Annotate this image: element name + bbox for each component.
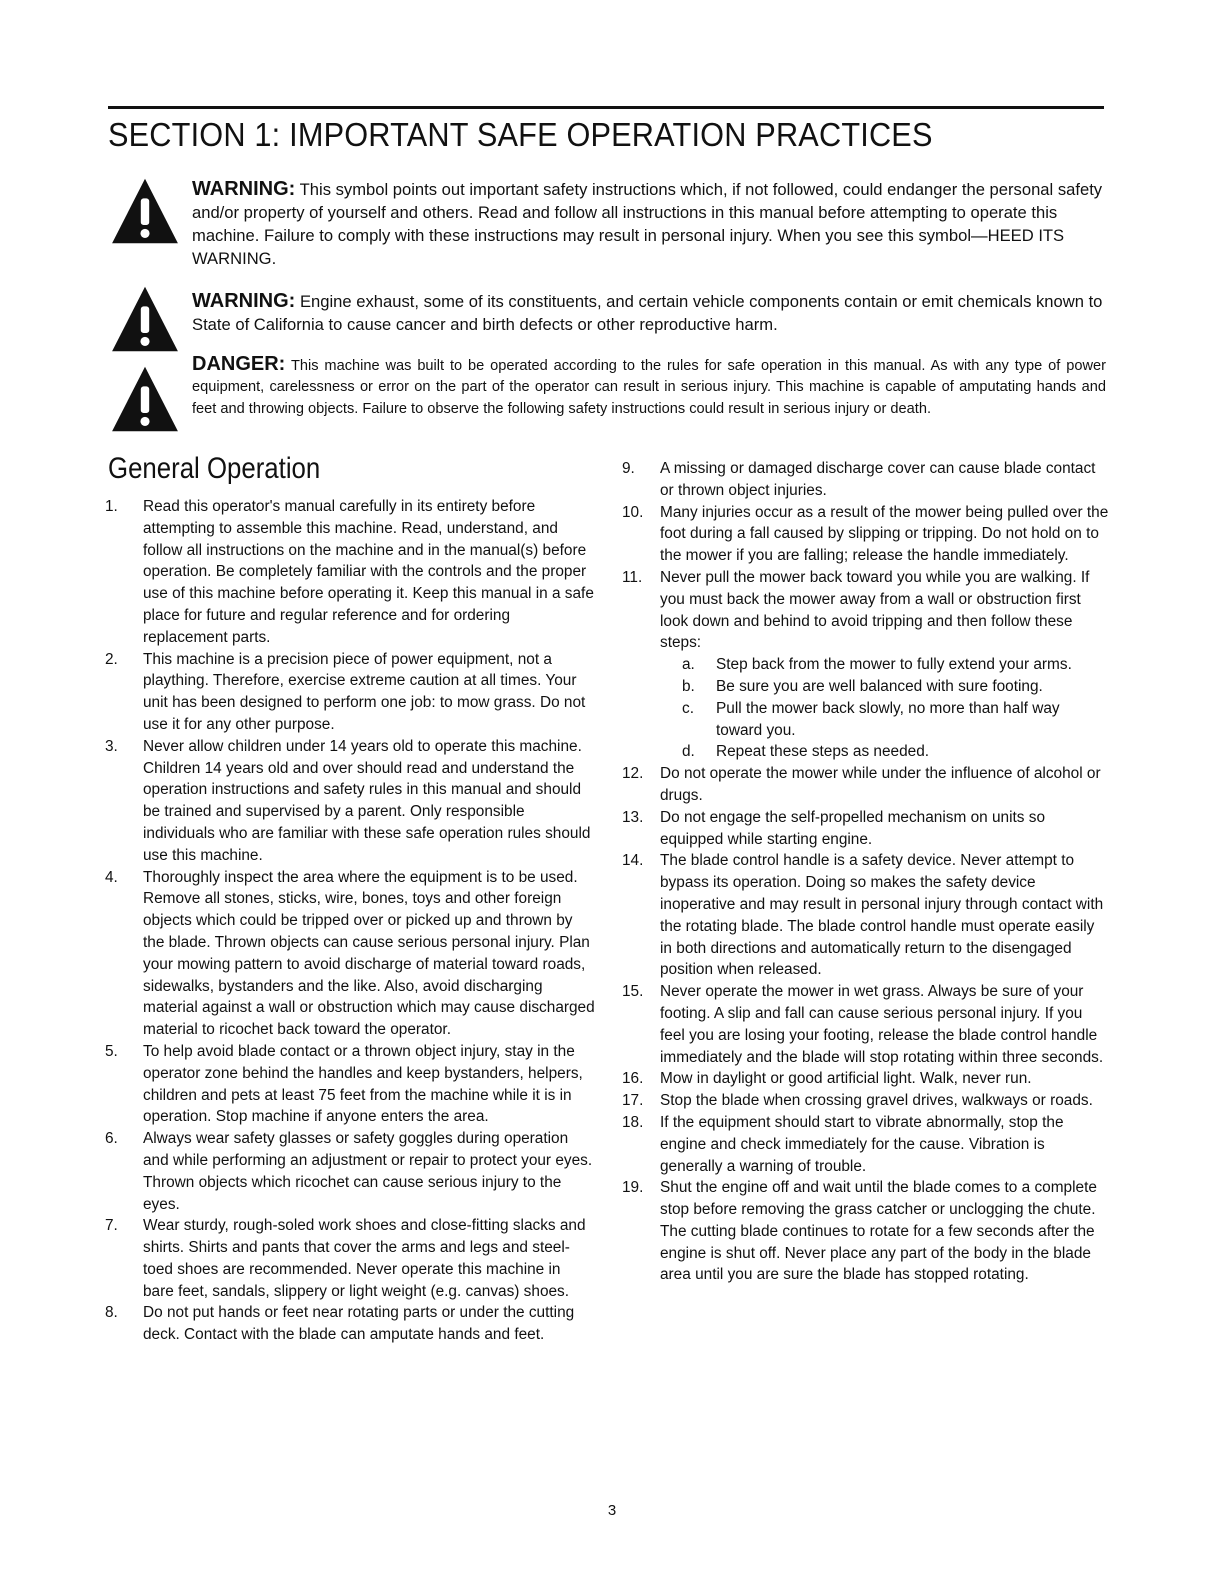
item-text: A missing or damaged discharge cover can cause blade contact or thrown object injuries. (660, 460, 1096, 499)
safety-list-left (105, 496, 595, 1346)
item-text: Do not operate the mower while under the influence of alcohol or drugs. (660, 765, 1101, 804)
item-number: 13. (622, 808, 644, 826)
item-text: Never pull the mower back toward you while you are walking. If you must back the mower away from a wall or obstruction first look down and behind to avoid tripping and then follow these steps: (660, 568, 1090, 652)
item-number: 6. (105, 1130, 118, 1148)
header-rule (108, 106, 1104, 109)
sub-step-letter: b. (682, 677, 695, 695)
item-text: Thoroughly inspect the area where the equipment is to be used. Remove all stones, sticks, wire, bones, toys and other foreign objects which could be tripped over or picked up and thrown by the blade. Thrown objects can cause serious personal injury. Plan your mowing pattern to avoid discharge of material toward roads, sidewalks, bystanders and the like. Also, avoid discharging material against a wall or obstruction which may cause discharged material to ricochet back toward the operator. (143, 868, 595, 1039)
item-text: Do not engage the self-propelled mechanism on units so equipped while starting engine. (660, 808, 1045, 848)
safety-list-right (622, 458, 1110, 1286)
item-text: Never allow children under 14 years old to operate this machine. Children 14 years old and over should read and understand the operation instructions and safety rules in this manual and should be trained and supervised by a parent. Only responsible individuals who are familiar with these safe operation rules should use this machine. (143, 737, 591, 864)
danger-text: This machine was built to be operated according to the rules for safe operation in this manual. As with any type of power equipment, carelessness or error on the part of the operator can result in serious injury. This machine is capable of amputating hands and feet and throwing objects. Failure to observe the following safety instructions could result in serious injury or death. (192, 358, 1106, 417)
list-item (622, 1112, 1110, 1177)
sub-step (622, 741, 1110, 763)
warning-text: This symbol points out important safety instructions which, if not followed, could endanger the personal safety and/or property of yourself and others. Read and follow all instructions in this manual before attempting to operate this machine. Failure to comply with these instructions may result in personal injury. When you see this symbol—HEED ITS WARNING. (192, 180, 1103, 268)
item-number: 14. (622, 852, 644, 870)
item-number: 8. (105, 1304, 118, 1322)
item-text: Stop the blade when crossing gravel drives, walkways or roads. (660, 1092, 1093, 1110)
danger-paragraph (192, 354, 1106, 420)
sub-step-text: Be sure you are well balanced with sure footing. (716, 677, 1043, 695)
list-item (105, 1215, 595, 1302)
item-number: 10. (622, 503, 644, 521)
item-number: 19. (622, 1179, 644, 1197)
sub-step (622, 654, 1110, 676)
list-item (622, 850, 1110, 981)
warning-heading: WARNING: (192, 178, 296, 200)
item-text: This machine is a precision piece of power equipment, not a plaything. Therefore, exercise extreme caution at all times. Your unit has been designed to perform one job: to mow grass. Do not use it for any other purpose. (143, 650, 586, 733)
list-item (622, 1177, 1110, 1286)
general-operation-title: General Operation (108, 452, 321, 485)
item-number: 15. (622, 983, 644, 1001)
warning-paragraph (192, 178, 1112, 270)
list-item (622, 1090, 1110, 1112)
list-item (622, 981, 1110, 1068)
item-number: 12. (622, 765, 644, 783)
warning-block (192, 178, 1112, 270)
warning-triangle-icon (110, 284, 180, 354)
item-number: 18. (622, 1113, 644, 1131)
item-text: To help avoid blade contact or a thrown object injury, stay in the operator zone behind the handles and keep bystanders, helpers, children and pets at least 75 feet from the machine while it is in operation. Stop machine if anyone enters the area. (143, 1042, 583, 1126)
sub-step-letter: a. (682, 656, 695, 674)
item-text: Mow in daylight or good artificial light. Walk, never run. (660, 1070, 1032, 1088)
item-number: 4. (105, 868, 118, 886)
list-item (622, 763, 1110, 807)
danger-block (192, 354, 1106, 420)
sub-step-letter: d. (682, 743, 695, 761)
warning-triangle-icon (110, 176, 180, 246)
item-number: 17. (622, 1092, 644, 1110)
danger-heading: DANGER: (192, 353, 286, 375)
warning-paragraph (192, 290, 1112, 336)
item-number: 1. (105, 498, 118, 515)
item-number: 7. (105, 1217, 118, 1235)
list-item (622, 1068, 1110, 1090)
list-item (105, 1302, 595, 1346)
sub-step-text: Pull the mower back slowly, no more than half way toward you. (716, 699, 1060, 739)
section-title: SECTION 1: IMPORTANT SAFE OPERATION PRACTICES (108, 116, 933, 153)
page-number: 3 (607, 1502, 617, 1519)
warning-text: Engine exhaust, some of its constituents, and certain vehicle components contain or emit chemicals known to State of California to cause cancer and birth defects or other reproductive harm. (192, 292, 1103, 334)
item-text: Never operate the mower in wet grass. Always be sure of your footing. A slip and fall can cause serious personal injury. If you feel you are losing your footing, release the blade control handle immediately and the blade will stop rotating within three seconds. (660, 983, 1104, 1066)
item-text: Do not put hands or feet near rotating parts or under the cutting deck. Contact with the blade can amputate hands and feet. (143, 1304, 575, 1344)
warning-heading: WARNING: (192, 290, 296, 312)
warning-block (192, 290, 1112, 336)
item-text: Always wear safety glasses or safety goggles during operation and while performing an adjustment or repair to protect your eyes. Thrown objects which ricochet can cause serious injury to the eyes. (143, 1130, 593, 1213)
item-number: 3. (105, 737, 118, 755)
sub-step-letter: c. (682, 699, 694, 717)
list-item (105, 1128, 595, 1215)
item-text: Many injuries occur as a result of the mower being pulled over the foot during a fall caused by slipping or tripping. Do not hold on to the mower if you are falling; release the handle immediately. (660, 503, 1109, 565)
sub-step (622, 698, 1110, 742)
list-item (622, 458, 1110, 502)
list-item (622, 502, 1110, 567)
sub-step-list (622, 654, 1110, 763)
list-item (105, 736, 595, 867)
list-item (105, 496, 595, 649)
list-item (105, 867, 595, 1041)
sub-step (622, 676, 1110, 698)
item-number: 2. (105, 650, 118, 668)
item-text: Wear sturdy, rough-soled work shoes and close-fitting slacks and shirts. Shirts and pants that cover the arms and legs and steel-toed shoes are recommended. Never operate this machine in bare feet, sandals, slippery or light weight (e.g. canvas) shoes. (143, 1217, 586, 1300)
sub-step-text: Repeat these steps as needed. (716, 743, 930, 761)
sub-step-text: Step back from the mower to fully extend your arms. (716, 656, 1072, 674)
item-text: If the equipment should start to vibrate abnormally, stop the engine and check immediately for the cause. Vibration is generally a warning of trouble. (660, 1113, 1064, 1175)
item-text: Read this operator's manual carefully in its entirety before attempting to assemble this machine. Read, understand, and follow all instructions on the machine and in the manual(s) before operation. Be completely familiar with the controls and the proper use of this machine before operating it. Keep this manual in a safe place for future and regular reference and for ordering replacement parts. (143, 498, 594, 646)
list-item (105, 649, 595, 736)
item-text: Shut the engine off and wait until the blade comes to a complete stop before removing the grass catcher or unclogging the chute. The cutting blade continues to rotate for a few seconds after the engine is shut off. Never place any part of the body in the blade area until you are sure the blade has stopped rotating. (660, 1179, 1097, 1284)
list-item (622, 567, 1110, 654)
item-text: The blade control handle is a safety device. Never attempt to bypass its operation. Doing so makes the safety device inoperative and may result in personal injury through contact with the rotating blade. The blade control handle must operate easily in both directions and automatically return to the disengaged position when released. (660, 852, 1104, 979)
list-item (622, 807, 1110, 851)
item-number: 5. (105, 1042, 118, 1060)
list-item (105, 1041, 595, 1128)
item-number: 9. (622, 460, 635, 477)
item-number: 16. (622, 1070, 644, 1088)
item-number: 11. (622, 568, 643, 586)
sub-steps (622, 654, 1110, 763)
warning-triangle-icon (110, 364, 180, 434)
